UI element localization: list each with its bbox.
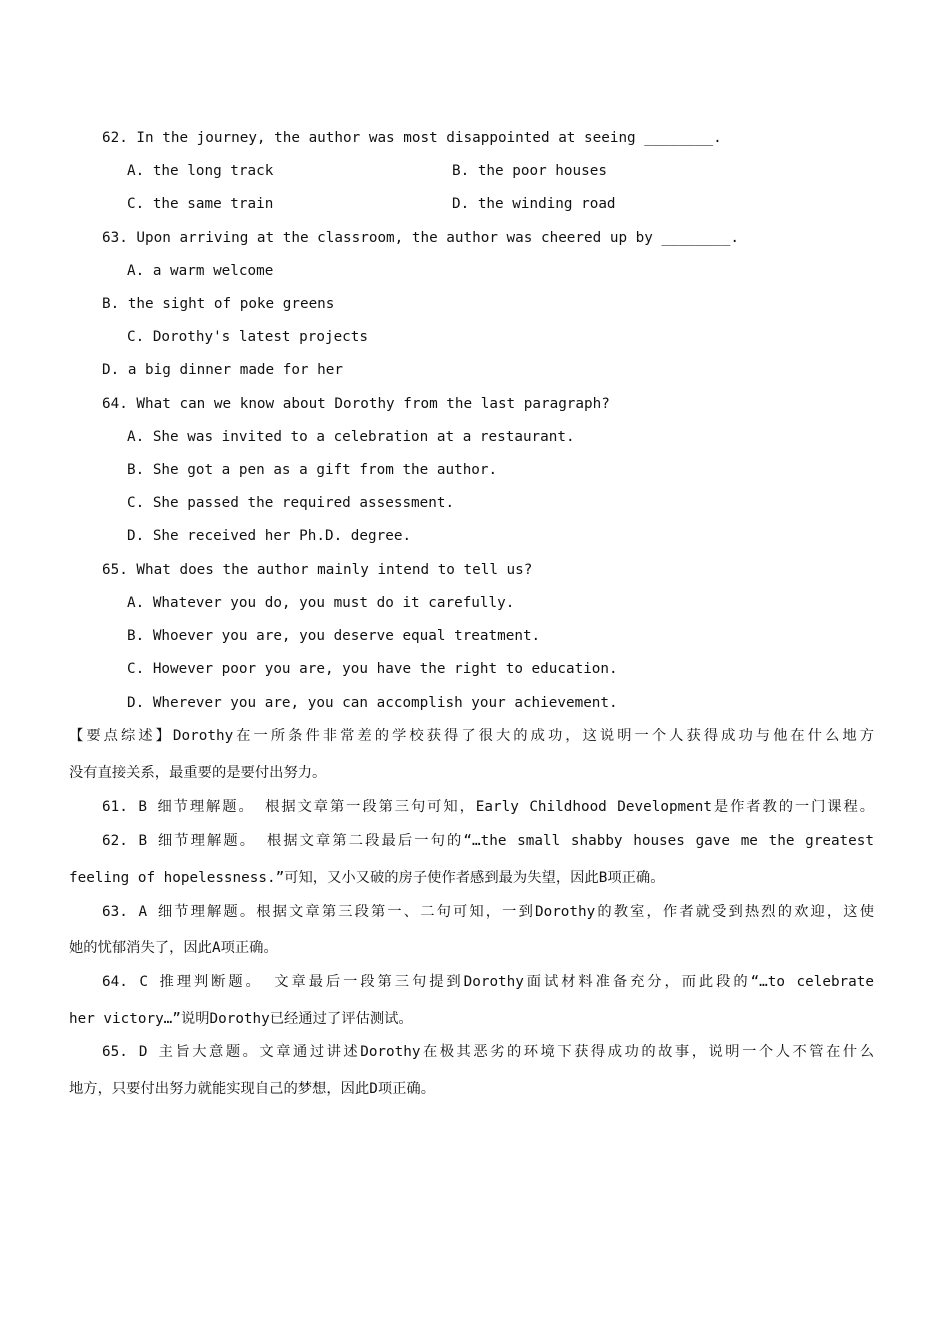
- answer-64-line-2: her victory…”说明Dorothy已经通过了评估测试。: [69, 1011, 413, 1027]
- answer-64-line-1: 64. C 推理判断题。 文章最后一段第三句提到Dorothy面试材料准备充分，而此段的“…to celebrate: [102, 974, 874, 990]
- question-63-stem: 63. Upon arriving at the classroom, the author was cheered up by ________.: [102, 230, 739, 246]
- summary-line-2: 没有直接关系，最重要的是要付出努力。: [69, 765, 327, 781]
- question-64-stem: 64. What can we know about Dorothy from the last paragraph?: [102, 396, 610, 412]
- question-62-option-b: B. the poor houses: [452, 163, 607, 179]
- answer-65-line-1: 65. D 主旨大意题。文章通过讲述Dorothy在极其恶劣的环境下获得成功的故事，说明一个人不管在什么: [102, 1044, 874, 1060]
- question-65-stem: 65. What does the author mainly intend to tell us?: [102, 562, 533, 578]
- question-62-option-d: D. the winding road: [452, 196, 616, 212]
- question-64-option-d: D. She received her Ph.D. degree.: [127, 528, 412, 544]
- question-63-option-c: C. Dorothy's latest projects: [127, 329, 369, 345]
- question-64-option-b: B. She got a pen as a gift from the author.: [127, 462, 498, 478]
- question-63-option-a: A. a warm welcome: [127, 263, 274, 279]
- answer-61: 61. B 细节理解题。 根据文章第一段第三句可知，Early Childhood Development是作者教的一门课程。: [102, 799, 874, 815]
- question-63-option-b: B. the sight of poke greens: [102, 296, 335, 312]
- question-63-option-d: D. a big dinner made for her: [102, 362, 344, 378]
- question-65-option-b: B. Whoever you are, you deserve equal treatment.: [127, 628, 541, 644]
- answer-63-line-1: 63. A 细节理解题。根据文章第三段第一、二句可知，一到Dorothy的教室，作者就受到热烈的欢迎，这使: [102, 904, 874, 920]
- question-62-stem: 62. In the journey, the author was most disappointed at seeing ________.: [102, 130, 722, 146]
- question-64-option-a: A. She was invited to a celebration at a restaurant.: [127, 429, 575, 445]
- answer-63-line-2: 她的忧郁消失了，因此A项正确。: [69, 940, 278, 956]
- answer-62-line-2: feeling of hopelessness.”可知，又小又破的房子使作者感到最为失望，因此B项正确。: [69, 870, 665, 886]
- question-65-option-d: D. Wherever you are, you can accomplish your achievement.: [127, 695, 618, 711]
- summary-line-1: 【要点综述】Dorothy在一所条件非常差的学校获得了很大的成功，这说明一个人获得成功与他在什么地方: [69, 728, 874, 744]
- question-65-option-c: C. However poor you are, you have the right to education.: [127, 661, 618, 677]
- question-64-option-c: C. She passed the required assessment.: [127, 495, 455, 511]
- answer-62-line-1: 62. B 细节理解题。 根据文章第二段最后一句的“…the small shabby houses gave me the greatest: [102, 833, 874, 849]
- question-62-option-c: C. the same train: [127, 196, 274, 212]
- answer-65-line-2: 地方，只要付出努力就能实现自己的梦想，因此D项正确。: [69, 1081, 436, 1097]
- question-65-option-a: A. Whatever you do, you must do it carefully.: [127, 595, 515, 611]
- question-62-option-a: A. the long track: [127, 163, 274, 179]
